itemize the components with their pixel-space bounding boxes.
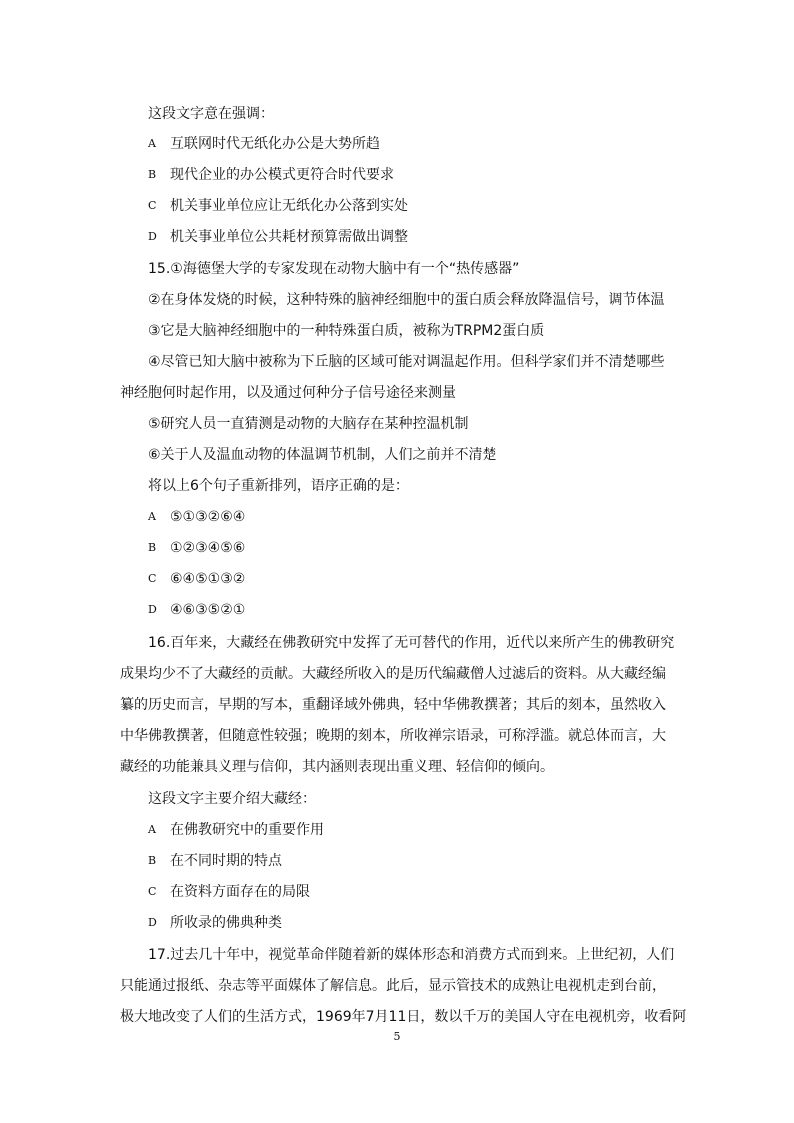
- option-text: ④⑥③⑤②①: [170, 602, 246, 618]
- option-letter: D: [148, 916, 157, 929]
- page-number: 5: [393, 1030, 401, 1043]
- q14-option-d[interactable]: [148, 227, 408, 247]
- option-letter: B: [148, 168, 157, 181]
- q15-option-d[interactable]: [148, 600, 245, 620]
- option-text: 互联网时代无纸化办公是大势所趋: [170, 136, 380, 152]
- q14-option-a[interactable]: [148, 134, 380, 154]
- q16-option-b[interactable]: [148, 851, 282, 871]
- q14-stem: 这段文字意在强调：: [148, 106, 274, 122]
- option-text: 所收录的佛典种类: [170, 915, 282, 931]
- q15-option-a[interactable]: [148, 507, 245, 527]
- q16-paragraph-line: 成果均少不了大藏经的贡献。大藏经所收入的是历代编藏僧人过滤后的资料。从大藏经编: [120, 666, 666, 682]
- q15-option-b[interactable]: [148, 538, 245, 558]
- q15-sentence: ④尽管已知大脑中被称为下丘脑的区域可能对调温起作用。但科学家们并不清楚哪些: [148, 354, 665, 370]
- option-text: 在资料方面存在的局限: [170, 884, 310, 900]
- q15-option-c[interactable]: [148, 569, 245, 589]
- option-letter: C: [148, 199, 157, 212]
- option-letter: A: [148, 823, 156, 836]
- q14-option-b[interactable]: [148, 165, 394, 185]
- option-text: 在佛教研究中的重要作用: [170, 822, 324, 838]
- option-letter: C: [148, 572, 157, 585]
- option-text: 机关事业单位公共耗材预算需做出调整: [170, 229, 408, 245]
- q16-paragraph-line: 中华佛教撰著，但随意性较强；晚期的刻本，所收禅宗语录，可称浮滥。就总体而言，大: [120, 728, 666, 744]
- option-text: 现代企业的办公模式更符合时代要求: [170, 167, 394, 183]
- q15-sentence: 神经胞何时起作用，以及通过何种分子信号途径来测量: [120, 385, 456, 401]
- q16-option-d[interactable]: [148, 913, 282, 933]
- q15-sentence: ②在身体发烧的时候，这种特殊的脑神经细胞中的蛋白质会释放降温信号，调节体温: [148, 292, 665, 308]
- q16-option-a[interactable]: [148, 820, 324, 840]
- option-letter: A: [148, 510, 156, 523]
- q15-sentence: ⑤研究人员一直猜测是动物的大脑存在某种控温机制: [148, 416, 469, 432]
- q17-paragraph-line: 极大地改变了人们的生活方式，1969年7月11日，数以千万的美国人守在电视机旁，收看阿: [120, 1009, 687, 1025]
- option-text: ⑥④⑤①③②: [170, 571, 246, 587]
- q15-sentence: ⑥关于人及温血动物的体温调节机制，人们之前并不清楚: [148, 447, 497, 463]
- q16-stem: 这段文字主要介绍大藏经：: [148, 791, 316, 807]
- option-text: 机关事业单位应让无纸化办公落到实处: [170, 198, 408, 214]
- q15-sentence: 15.①海德堡大学的专家发现在动物大脑中有一个“热传感器”: [148, 261, 520, 277]
- option-letter: D: [148, 230, 157, 243]
- q14-option-c[interactable]: [148, 196, 408, 216]
- q17-paragraph-line: 17.过去几十年中，视觉革命伴随着新的媒体形态和消费方式而到来。上世纪初，人们: [148, 947, 675, 963]
- q15-stem: 将以上6个句子重新排列，语序正确的是：: [148, 478, 409, 494]
- option-text: ⑤①③②⑥④: [170, 509, 246, 525]
- option-letter: C: [148, 885, 157, 898]
- option-text: 在不同时期的特点: [170, 853, 282, 869]
- q15-sentence: ③它是大脑神经细胞中的一种特殊蛋白质，被称为TRPM2蛋白质: [148, 323, 545, 339]
- q16-paragraph-line: 纂的历史而言，早期的写本，重翻译域外佛典，轻中华佛教撰著；其后的刻本，虽然收入: [120, 697, 666, 713]
- q16-paragraph-line: 藏经的功能兼具义理与信仰，其内涵则表现出重义理、轻信仰的倾向。: [120, 759, 554, 775]
- option-letter: B: [148, 541, 157, 554]
- q17-paragraph-line: 只能通过报纸、杂志等平面媒体了解信息。此后，显示管技术的成熟让电视机走到台前，: [120, 978, 666, 994]
- option-letter: D: [148, 603, 157, 616]
- option-letter: B: [148, 854, 157, 867]
- q16-option-c[interactable]: [148, 882, 310, 902]
- option-letter: A: [148, 137, 156, 150]
- q16-paragraph-line: 16.百年来，大藏经在佛教研究中发挥了无可替代的作用，近代以来所产生的佛教研究: [148, 635, 675, 651]
- option-text: ①②③④⑤⑥: [170, 540, 246, 556]
